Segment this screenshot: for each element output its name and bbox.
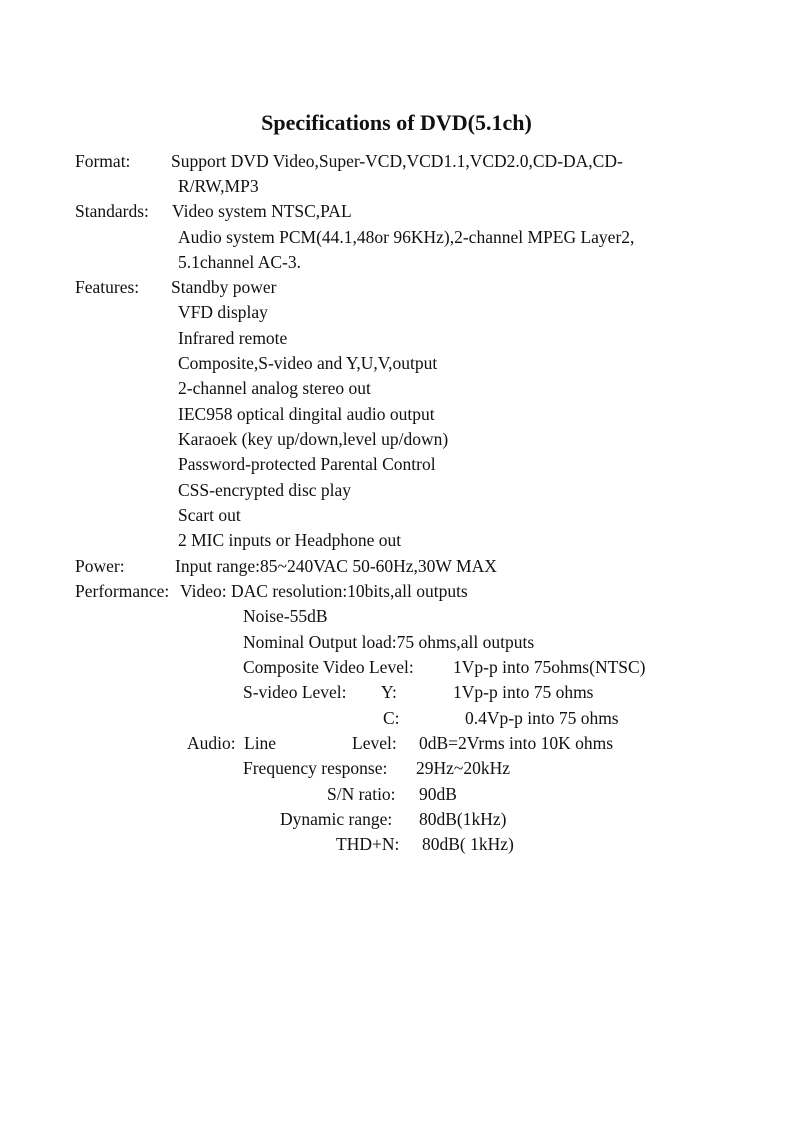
audio-line-label: Line — [244, 733, 277, 753]
performance-label: Performance: — [75, 581, 170, 601]
composite-level-value: 1Vp-p into 75ohms(NTSC) — [453, 657, 646, 677]
dynamic-range-value: 80dB(1kHz) — [419, 809, 507, 829]
svideo-y-value: 1Vp-p into 75 ohms — [453, 682, 594, 702]
sn-ratio-value: 90dB — [419, 784, 457, 804]
feature-item: Composite,S-video and Y,U,V,output — [178, 353, 438, 373]
svideo-c-label: C: — [383, 708, 400, 728]
feature-item: VFD display — [178, 302, 268, 322]
video-label: Video: — [180, 581, 227, 601]
video-dac-resolution: DAC resolution:10bits,all outputs — [231, 581, 468, 601]
dynamic-range-label: Dynamic range: — [280, 809, 393, 829]
video-noise: Noise-55dB — [243, 606, 328, 626]
feature-item: 2-channel analog stereo out — [178, 378, 371, 398]
format-value-line2: R/RW,MP3 — [178, 176, 259, 196]
svideo-c-value: 0.4Vp-p into 75 ohms — [465, 708, 619, 728]
thd-n-label: THD+N: — [336, 834, 400, 854]
audio-level-label: Level: — [352, 733, 397, 753]
feature-item: Infrared remote — [178, 328, 288, 348]
standards-audio-line1: Audio system PCM(44.1,48or 96KHz),2-channel MPEG Layer2, — [178, 227, 635, 247]
composite-level-label: Composite Video Level: — [243, 657, 414, 677]
feature-item: Karaoek (key up/down,level up/down) — [178, 429, 449, 449]
audio-level-value: 0dB=2Vrms into 10K ohms — [419, 733, 614, 753]
feature-item: Scart out — [178, 505, 241, 525]
feature-item: CSS-encrypted disc play — [178, 480, 352, 500]
format-value-line1: Support DVD Video,Super-VCD,VCD1.1,VCD2.0,CD-DA,CD- — [171, 151, 623, 171]
standards-video: Video system NTSC,PAL — [172, 201, 352, 221]
power-value: Input range:85~240VAC 50-60Hz,30W MAX — [175, 556, 497, 576]
svideo-level-label: S-video Level: — [243, 682, 347, 702]
feature-item: IEC958 optical dingital audio output — [178, 404, 435, 424]
sn-ratio-label: S/N ratio: — [327, 784, 396, 804]
standards-audio-line2: 5.1channel AC-3. — [178, 252, 301, 272]
feature-item: Password-protected Parental Control — [178, 454, 436, 474]
page-title: Specifications of DVD(5.1ch) — [261, 110, 532, 135]
svideo-y-label: Y: — [381, 682, 397, 702]
freq-response-label: Frequency response: — [243, 758, 388, 778]
format-label: Format: — [75, 151, 131, 171]
feature-item: 2 MIC inputs or Headphone out — [178, 530, 402, 550]
thd-n-value: 80dB( 1kHz) — [422, 834, 514, 854]
standards-label: Standards: — [75, 201, 149, 221]
power-label: Power: — [75, 556, 125, 576]
audio-label: Audio: — [187, 733, 236, 753]
video-nominal-output: Nominal Output load:75 ohms,all outputs — [243, 632, 535, 652]
feature-item: Standby power — [171, 277, 277, 297]
features-label: Features: — [75, 277, 140, 297]
freq-response-value: 29Hz~20kHz — [416, 758, 511, 778]
